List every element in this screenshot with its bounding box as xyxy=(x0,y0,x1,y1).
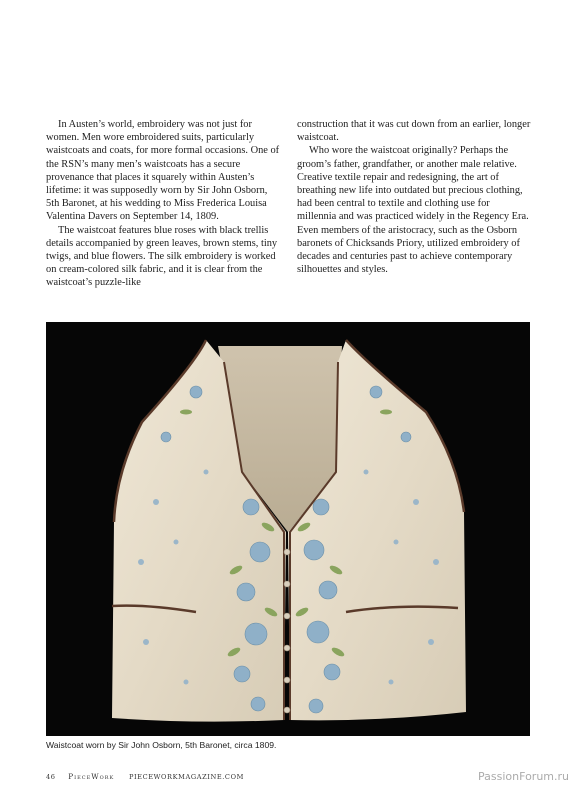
magazine-name: PieceWork xyxy=(68,772,115,781)
paragraph: construction that it was cut down from an earlier, longer waistcoat. xyxy=(297,119,531,144)
figure-caption: Waistcoat worn by Sir John Osborn, 5th Baronet, circa 1809. xyxy=(46,740,277,750)
watermark: PassionForum.ru xyxy=(478,770,569,783)
website-url: PIECEWORKMAGAZINE.COM xyxy=(128,773,244,781)
paragraph: The waistcoat features blue roses with black trellis details accompanied by green leaves, brown stems, tiny twigs, and blue flowers. The silk embroidery is worked on cream-colored silk fabric, and it is clear from the waistcoat’s puzzle-like xyxy=(46,224,278,289)
page-number: 46 xyxy=(46,773,56,781)
paragraph: In Austen’s world, embroidery was not just for women. Men wore embroidered suits, particularly waistcoats and coats, for more formal occasions. One of the RSN’s many men’s waistcoats has a secure provenance that places it squarely within Austen’s lifetime: it was supposedly worn by Sir John Osborn, 5th Baronet, at his wedding to Miss Frederica Louisa Valentina Davers on September 14, 1809. xyxy=(46,119,280,223)
article-column-left xyxy=(46,118,280,290)
page-footer xyxy=(46,772,244,781)
article-column-right xyxy=(297,118,531,276)
waistcoat-photo xyxy=(46,322,530,736)
paragraph: Who wore the waistcoat originally? Perhaps the groom’s father, grandfather, or another male relative. Creative textile repair and redesigning, the art of breathing new life into outdated but precious clothing, had been central to textile and clothing use for millennia and was practiced widely in the Regency Era. Even members of the aristocracy, such as the Osborn baronets of Chicksands Priory, utilized embroidery of decades and centuries past to achieve contemporary silhouettes and styles. xyxy=(297,145,529,276)
